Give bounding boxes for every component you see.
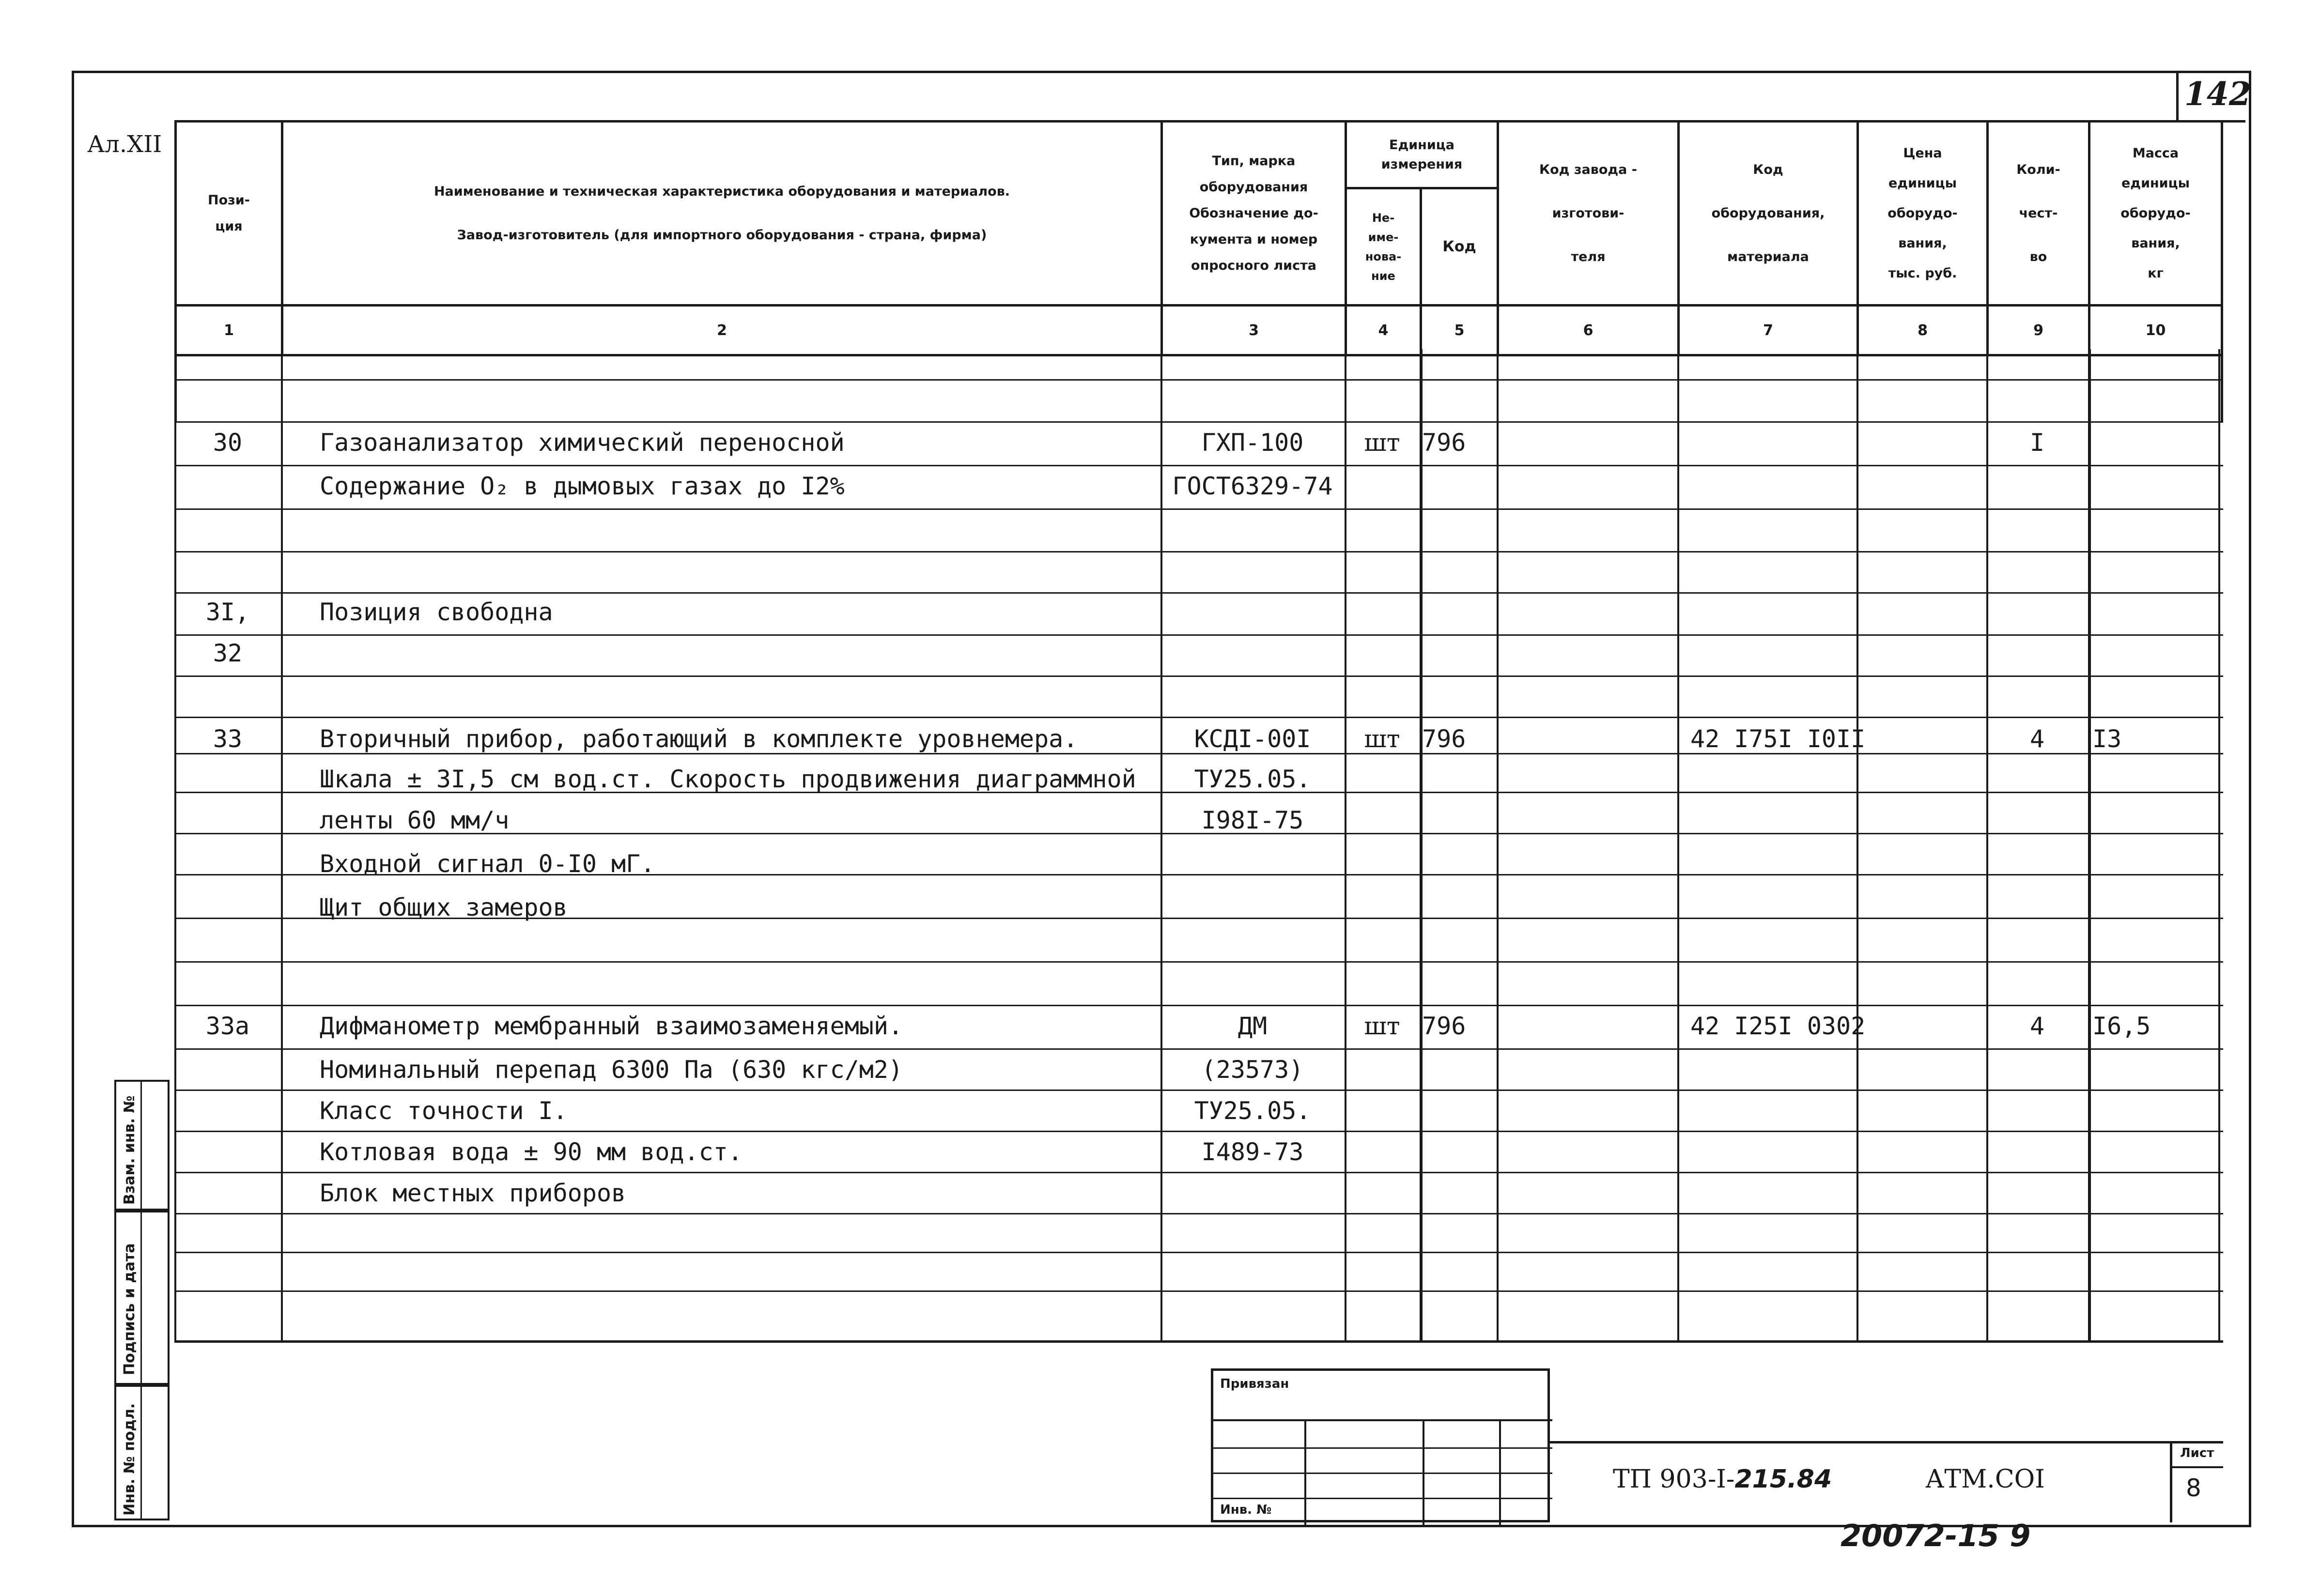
- col-num-7: 7: [1680, 307, 1859, 354]
- cell-name: Газоанализатор химический переносной: [320, 429, 845, 457]
- cell-name: Класс точности I.: [320, 1097, 568, 1125]
- row-rule: [174, 379, 2223, 381]
- col-num-1: 1: [177, 307, 283, 354]
- row-rule: [174, 1213, 2223, 1214]
- row-rule: [174, 1048, 2223, 1050]
- row-rule: [174, 1172, 2223, 1173]
- sheet-label: Лист: [2180, 1446, 2214, 1460]
- cell-pos: 30: [213, 429, 243, 457]
- cell-equip-code: 42 I75I I0II: [1690, 725, 1866, 753]
- cell-mass: I3: [2092, 725, 2122, 753]
- header-col-10: Масса единицы оборудо- вания, кг: [2120, 145, 2191, 281]
- row-rule: [174, 753, 2223, 754]
- cell-type: ТУ25.05.: [1194, 765, 1311, 793]
- header-unit-title: Единица измерения: [1347, 123, 1497, 189]
- cell-type: I98I-75: [1201, 806, 1304, 834]
- sheet-number: 8: [2186, 1474, 2201, 1502]
- col-num-8: 8: [1859, 307, 1989, 354]
- column-number-row: [177, 304, 2221, 356]
- row-rule: [174, 918, 2223, 919]
- cell-name: Номинальный перепад 6300 Па (630 кгс/м2): [320, 1056, 903, 1084]
- row-rule: [174, 634, 2223, 636]
- row-rule: [174, 551, 2223, 552]
- row-rule: [174, 1090, 2223, 1091]
- row-rule: [174, 833, 2223, 834]
- row-rule: [174, 961, 2223, 963]
- row-rule: [174, 1290, 2223, 1292]
- header-col-1: Пози- ция: [177, 123, 283, 304]
- cell-name: Дифманометр мембранный взаимозаменяемый.: [320, 1012, 903, 1040]
- cell-type: ТУ25.05.: [1194, 1097, 1311, 1125]
- side-strip-line: [140, 1080, 142, 1520]
- page-mark: 142: [2184, 75, 2251, 113]
- doc-code-handwritten: 215.84: [1734, 1465, 1832, 1494]
- cell-unit: шт: [1364, 429, 1400, 457]
- cell-name: Позиция свободна: [320, 598, 553, 626]
- row-rule: [174, 421, 2223, 423]
- cell-type: ГОСТ6329-74: [1172, 472, 1333, 500]
- col-num-10: 10: [2145, 322, 2166, 339]
- row-rule: [174, 717, 2223, 718]
- row-rule: [174, 874, 2223, 875]
- cell-pos: 3I,: [205, 598, 250, 626]
- cell-name: Щит общих замеров: [320, 893, 568, 921]
- cell-unit-code: 796: [1422, 725, 1466, 753]
- cell-unit: шт: [1364, 1012, 1400, 1040]
- cell-type: I489-73: [1201, 1138, 1304, 1166]
- cell-name: ленты 60 мм/ч: [320, 806, 510, 834]
- cell-name: Содержание О₂ в дымовых газах до I2%: [320, 472, 845, 500]
- cell-unit-code: 796: [1422, 429, 1466, 457]
- side-label-vzam: Взам. инв. №: [121, 1095, 138, 1205]
- bottom-number: 20072-15 9: [1841, 1518, 2031, 1553]
- col-num-4: 4: [1347, 307, 1422, 354]
- cell-pos: 33: [213, 725, 243, 753]
- cell-name: Блок местных приборов: [320, 1179, 626, 1207]
- doc-code: ТП 903-I-215.84: [1613, 1465, 1832, 1494]
- col-num-2: 2: [283, 307, 1163, 354]
- cell-qty: 4: [2029, 1012, 2045, 1040]
- cell-type: (23573): [1201, 1056, 1304, 1084]
- cell-pos: 33а: [205, 1012, 250, 1040]
- side-label-inv: Инв. № подл.: [121, 1403, 138, 1516]
- row-rule: [174, 508, 2223, 510]
- header-col-3: Тип, марка оборудования Обозначение до- кумента и номер опросного листа: [1163, 123, 1347, 304]
- col-num-5: 5: [1422, 307, 1499, 354]
- doc-suffix: АТМ.COI: [1925, 1465, 2045, 1494]
- col-num-9: 9: [1989, 307, 2090, 354]
- row-rule: [174, 1252, 2223, 1253]
- header-col-5: Код: [1442, 238, 1476, 255]
- row-rule: [174, 792, 2223, 793]
- cell-name: Входной сигнал 0-I0 мГ.: [320, 850, 655, 878]
- cell-mass: I6,5: [2092, 1012, 2151, 1040]
- cell-name: Шкала ± 3I,5 см вод.ст. Скорость продвижения диаграммной: [320, 765, 1136, 793]
- sheet-number-box: [2170, 1441, 2223, 1522]
- row-rule: [174, 1131, 2223, 1132]
- row-rule: [174, 465, 2223, 466]
- cell-name: Котловая вода ± 90 мм вод.ст.: [320, 1138, 743, 1166]
- header-col-9: Коли- чест- во: [1989, 123, 2090, 304]
- header-col-6: Код завода - изготови- теля: [1499, 123, 1680, 304]
- stamp-block: [1211, 1368, 1550, 1522]
- cell-unit-code: 796: [1422, 1012, 1466, 1040]
- header-col-2: Наименование и техническая характеристика оборудования и материалов. Завод-изготовитель (для импортного оборудования - страна, фирма): [283, 123, 1163, 304]
- header-col-8: Цена единицы оборудо- вания, тыс. руб.: [1859, 123, 1989, 304]
- row-rule: [174, 675, 2223, 677]
- side-label-podpis: Подпись и дата: [121, 1243, 138, 1375]
- row-rule: [174, 592, 2223, 594]
- cell-name: Вторичный прибор, работающий в комплекте уровнемера.: [320, 725, 1078, 753]
- header-col-4: Не- име- нова- ние: [1347, 189, 1422, 304]
- cell-type: ДМ: [1238, 1012, 1268, 1040]
- cell-unit: шт: [1364, 725, 1400, 753]
- cell-equip-code: 42 I25I 0302: [1690, 1012, 1866, 1040]
- cell-type: ГХП-100: [1201, 429, 1304, 457]
- row-rule: [174, 1005, 2223, 1006]
- header-unit-group: [1347, 123, 1499, 304]
- sheet-ref: Ал.XII: [87, 131, 162, 158]
- cell-type: КСДI-00I: [1194, 725, 1311, 753]
- cell-qty: I: [2029, 429, 2045, 457]
- col-num-3: 3: [1163, 307, 1347, 354]
- col-num-6: 6: [1499, 307, 1680, 354]
- cell-pos: 32: [213, 639, 243, 667]
- stamp-inv-label: Инв. №: [1220, 1503, 1272, 1517]
- stamp-attached-label: Привязан: [1220, 1377, 1289, 1391]
- cell-qty: 4: [2029, 725, 2045, 753]
- header-col-7: Код оборудования, материала: [1680, 123, 1859, 304]
